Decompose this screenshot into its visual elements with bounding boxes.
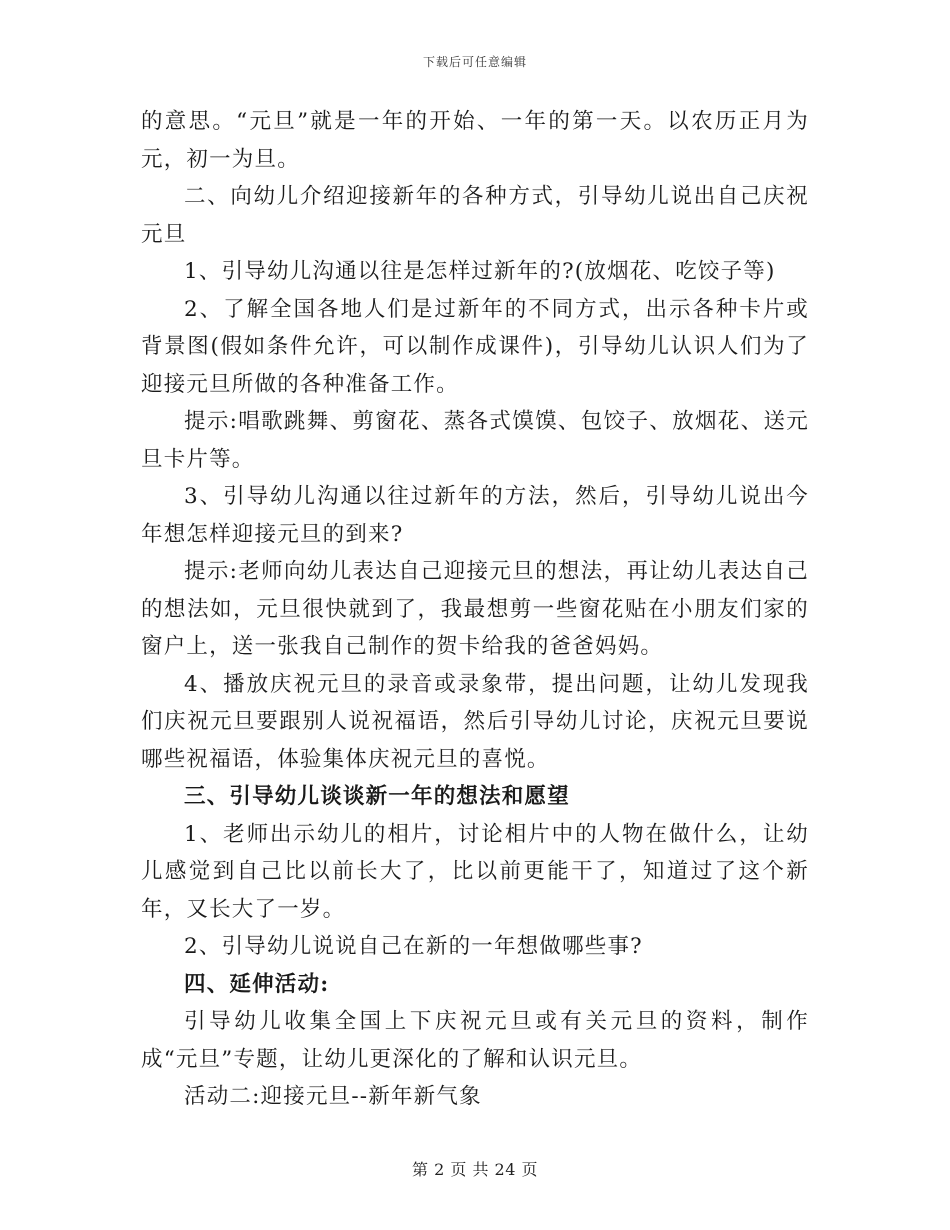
section-heading: 二、向幼儿介绍迎接新年的各种方式，引导幼儿说出自己庆祝元旦 — [141, 184, 809, 247]
section-heading: 三、引导幼儿谈谈新一年的想法和愿望 — [184, 784, 570, 809]
section-heading: 四、延伸活动: — [184, 971, 330, 997]
paragraph: 提示:唱歌跳舞、剪窗花、蒸各式馍馍、包饺子、放烟花、送元旦卡片等。 — [141, 409, 809, 472]
paragraph: 2、引导幼儿说说自己在新的一年想做哪些事? — [184, 934, 643, 959]
paragraph: 1、引导幼儿沟通以往是怎样过新年的?(放烟花、吃饺子等) — [184, 259, 776, 284]
paragraph: 3、引导幼儿沟通以往过新年的方法，然后，引导幼儿说出今年想怎样迎接元旦的到来? — [141, 484, 809, 547]
document-body — [141, 103, 809, 1116]
page-number: 第 2 页 共 24 页 — [412, 1160, 538, 1179]
paragraph: 提示:老师向幼儿表达自己迎接元旦的想法，再让幼儿表达自己的想法如，元旦很快就到了，我最想剪一些窗花贴在小朋友们家的窗户上，送一张我自己制作的贺卡给我的爸爸妈妈。 — [141, 559, 809, 659]
header-note: 下载后可任意编辑 — [422, 55, 527, 69]
paragraph: 的意思。“元旦”就是一年的开始、一年的第一天。以农历正月为元，初一为旦。 — [141, 109, 809, 172]
paragraph: 1、老师出示幼儿的相片，讨论相片中的人物在做什么，让幼儿感觉到自己比以前长大了，比以前更能干了，知道过了这个新年，又长大了一岁。 — [141, 821, 809, 922]
paragraph: 活动二:迎接元旦--新年新气象 — [184, 1084, 482, 1109]
paragraph: 引导幼儿收集全国上下庆祝元旦或有关元旦的资料，制作成“元旦”专题，让幼儿更深化的了解和认识元旦。 — [141, 1009, 809, 1072]
paragraph: 4、播放庆祝元旦的录音或录象带，提出问题，让幼儿发现我们庆祝元旦要跟别人说祝福语，然后引导幼儿讨论，庆祝元旦要说哪些祝福语，体验集体庆祝元旦的喜悦。 — [141, 671, 809, 772]
paragraph: 2、了解全国各地人们是过新年的不同方式，出示各种卡片或背景图(假如条件允许，可以制作成课件)，引导幼儿认识人们为了迎接元旦所做的各种准备工作。 — [141, 296, 809, 397]
